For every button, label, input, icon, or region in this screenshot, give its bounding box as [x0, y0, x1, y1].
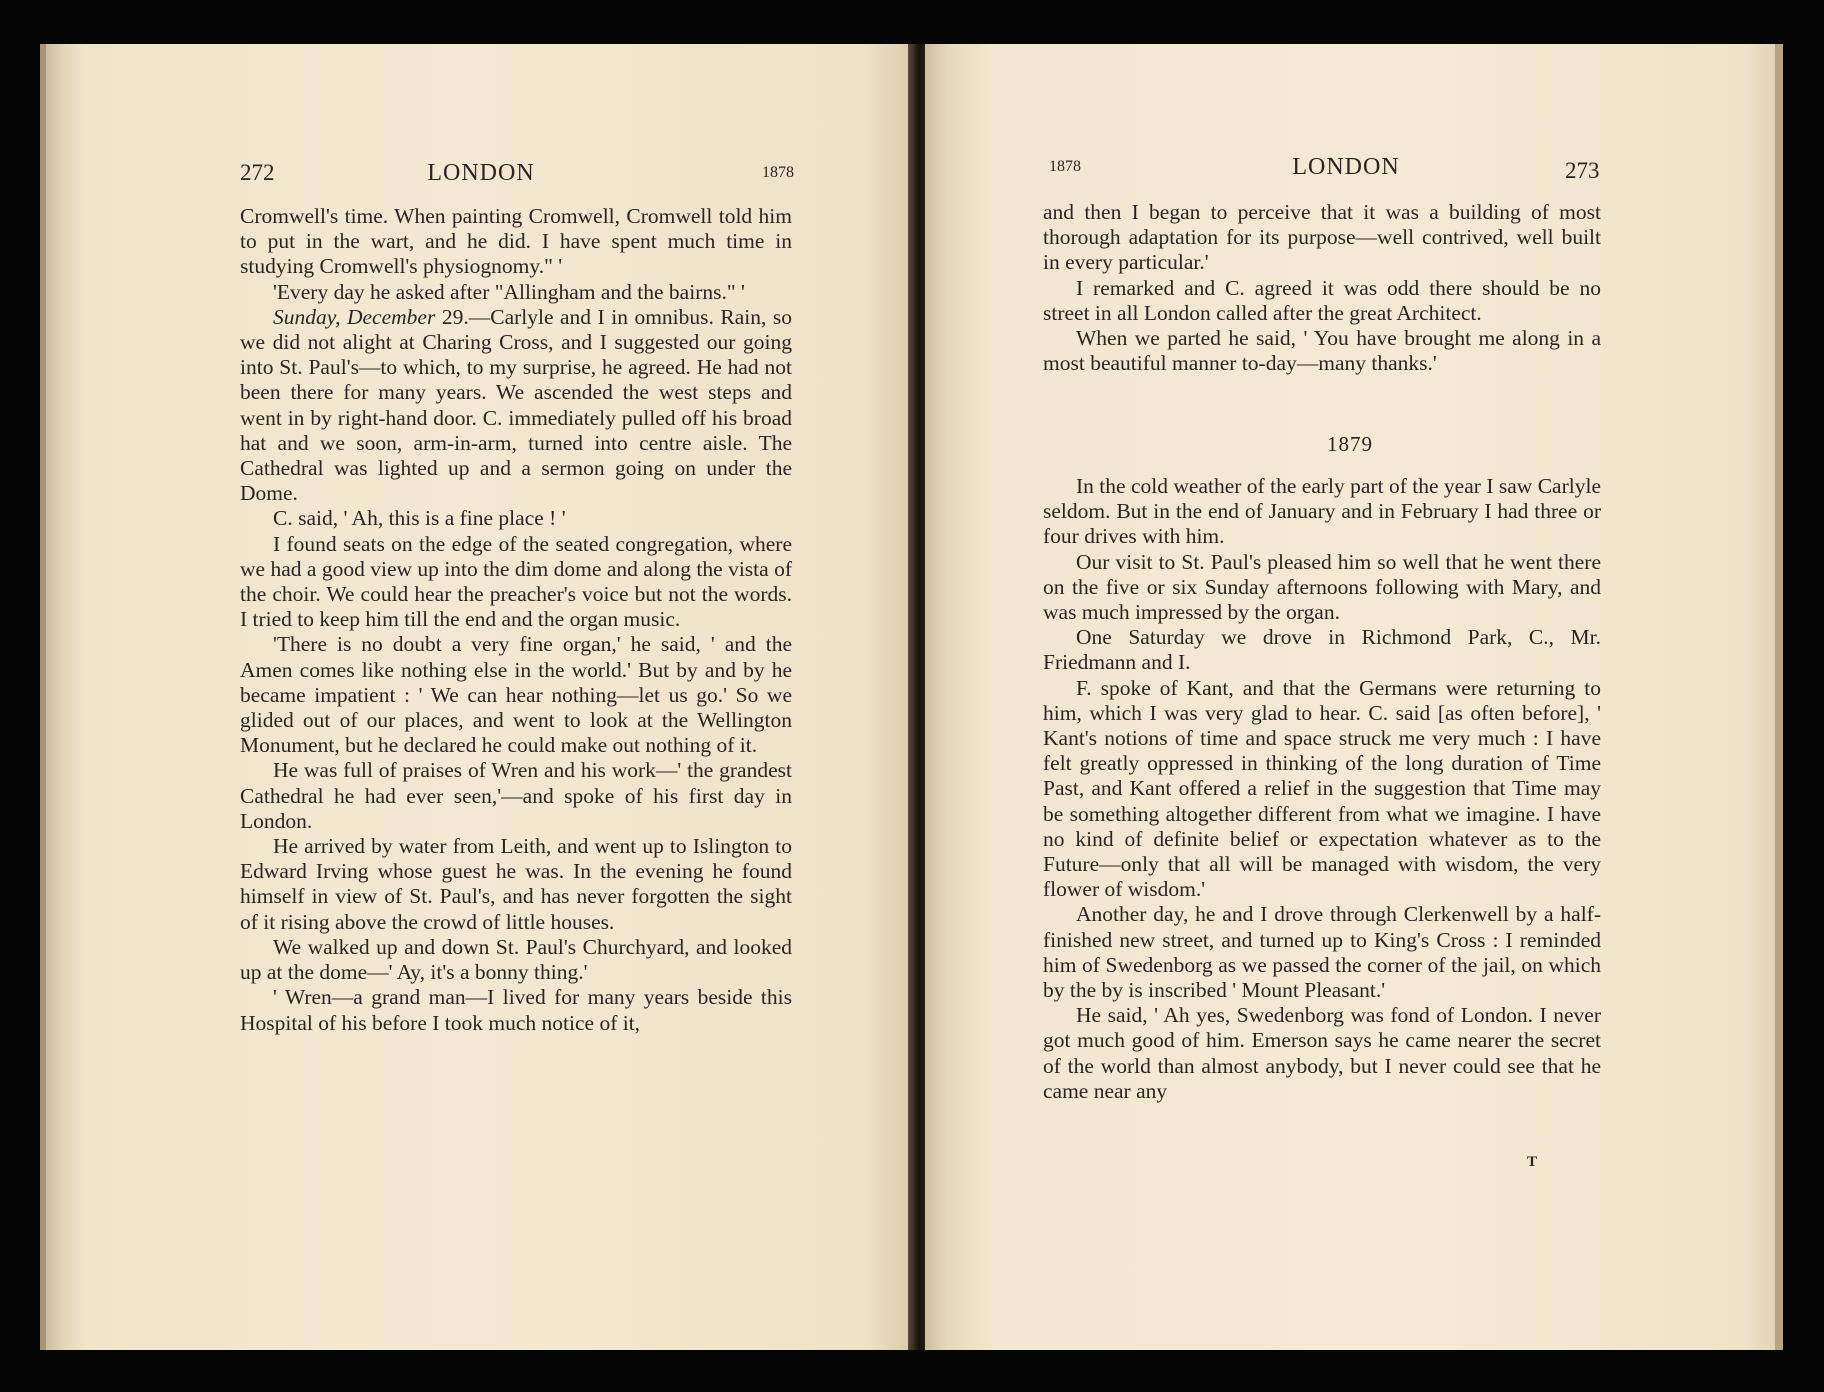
paragraph [240, 280, 792, 305]
paragraph [1043, 200, 1601, 276]
page-number: 272 [240, 160, 275, 185]
paragraph-text: Cromwell's time. When painting Cromwell, Cromwell told him to put in the wart, and he did. I have spent much time in studying Cromwell's physiognomy." ' [240, 204, 792, 279]
paragraph-text: Our visit to St. Paul's pleased him so well that he went there on the five or six Sunday afternoons following with Mary, and was much impressed by the organ. [1043, 549, 1601, 625]
paragraph [1043, 902, 1601, 1003]
paragraph-text: I found seats on the edge of the seated congregation, where we had a good view up into the dim dome and along the vista of the choir. We could hear the preacher's voice but not the words. I tried to keep him till the end and the organ music. [240, 531, 792, 632]
right-page-body-bottom [1043, 474, 1601, 1104]
paragraph-text: He was full of praises of Wren and his work—' the grandest Cathedral he had ever seen,'—and spoke of his first day in London. [240, 758, 792, 833]
paragraph [1043, 276, 1601, 326]
paragraph [240, 506, 792, 531]
paragraph [240, 935, 792, 985]
paragraph [240, 305, 792, 507]
paragraph-text: One Saturday we drove in Richmond Park, C., Mr. Friedmann and I. [1043, 625, 1601, 675]
paragraph [240, 204, 792, 280]
paragraph [1043, 676, 1601, 903]
paragraph-text: In the cold weather of the early part of the year I saw Carlyle seldom. But in the end of January and in February I had three or four drives with him. [1043, 474, 1601, 549]
paragraph-text: He arrived by water from Leith, and went up to Islington to Edward Irving whose guest he was. In the evening he found himself in view of St. Paul's, and has never forgotten the sight of it rising above the crowd of little houses. [240, 834, 792, 934]
paragraph-text: He said, ' Ah yes, Swedenborg was fond of London. I never got much good of him. Emerson says he came nearer the secret of the world than almost anybody, but I never could see that he came near any [1043, 1003, 1601, 1103]
paragraph [1043, 625, 1601, 675]
paragraph-text: I remarked and C. agreed it was odd there should be no street in all London called after the great Architect. [1043, 275, 1601, 325]
running-title: LONDON [427, 160, 535, 186]
header-year: 1878 [762, 164, 794, 181]
paragraph [240, 532, 792, 633]
right-page-body-top [1043, 200, 1601, 376]
paragraph-text: and then I began to perceive that it was a building of most thorough adaptation for its purpose—well contrived, well built in every particular.' [1043, 200, 1601, 275]
paragraph-text: 29.—Carlyle and I in omnibus. Rain, so we did not alight at Charing Cross, and I suggested our going into St. Paul's—to which, to my surprise, he agreed. He had not been there for many years. We ascended the west steps and went in by right-hand door. C. immediately pulled off his broad hat and we soon, arm-in-arm, turned into centre aisle. The Cathedral was lighted up and a sermon going on under the Dome. [240, 304, 793, 506]
running-title: LONDON [1292, 154, 1400, 180]
paragraph-text: F. spoke of Kant, and that the Germans were returning to him, which I was very glad to hear. C. said [as often before], ' Kant's notions of time and space struck me very much : I have felt greatly oppressed in thinking of the long duration of Time Past, and Kant offered a relief in the suggestion that Time may be something altogether different from what we imagine. I have no kind of definite belief or expectation whatever as to the Future—only that all will be managed with wisdom, the very flower of wisdom.' [1043, 675, 1601, 902]
left-page [40, 44, 916, 1350]
paragraph [240, 834, 792, 935]
paragraph [240, 985, 792, 1035]
paragraph [240, 758, 792, 834]
signature-mark: T [1527, 1154, 1538, 1170]
paragraph-text: Another day, he and I drove through Clerkenwell by a half-finished new street, and turned up to King's Cross : I reminded him of Swedenborg as we passed the corner of the jail, on which by the by is inscribed ' Mount Pleasant.' [1043, 902, 1601, 1003]
paragraph [1043, 474, 1601, 550]
paragraph [1043, 550, 1601, 626]
left-page-body [240, 204, 792, 1036]
italic-date: Sunday, December [273, 304, 436, 329]
paragraph [240, 632, 792, 758]
header-year: 1878 [1049, 158, 1081, 175]
paragraph-text: When we parted he said, ' You have brought me along in a most beautiful manner to-day—many thanks.' [1043, 326, 1601, 376]
right-page [925, 44, 1783, 1350]
section-year-heading: 1879 [1327, 432, 1373, 456]
paragraph-text: 'There is no doubt a very fine organ,' he said, ' and the Amen comes like nothing else in the world.' But by and by he became impatient : ' We can hear nothing—let us go.' So we glided out of our places, and went to look at the Wellington Monument, but he declared he could make out nothing of it. [240, 632, 792, 758]
paragraph-text: ' Wren—a grand man—I lived for many years beside this Hospital of his before I took much notice of it, [240, 985, 792, 1035]
paragraph [1043, 326, 1601, 376]
paragraph [1043, 1003, 1601, 1104]
paragraph-text: We walked up and down St. Paul's Churchyard, and looked up at the dome—' Ay, it's a bonny thing.' [240, 934, 792, 985]
page-number: 273 [1565, 158, 1600, 183]
paragraph-text: C. said, ' Ah, this is a fine place ! ' [273, 506, 566, 531]
paragraph-text: 'Every day he asked after "Allingham and the bairns." ' [273, 279, 745, 304]
